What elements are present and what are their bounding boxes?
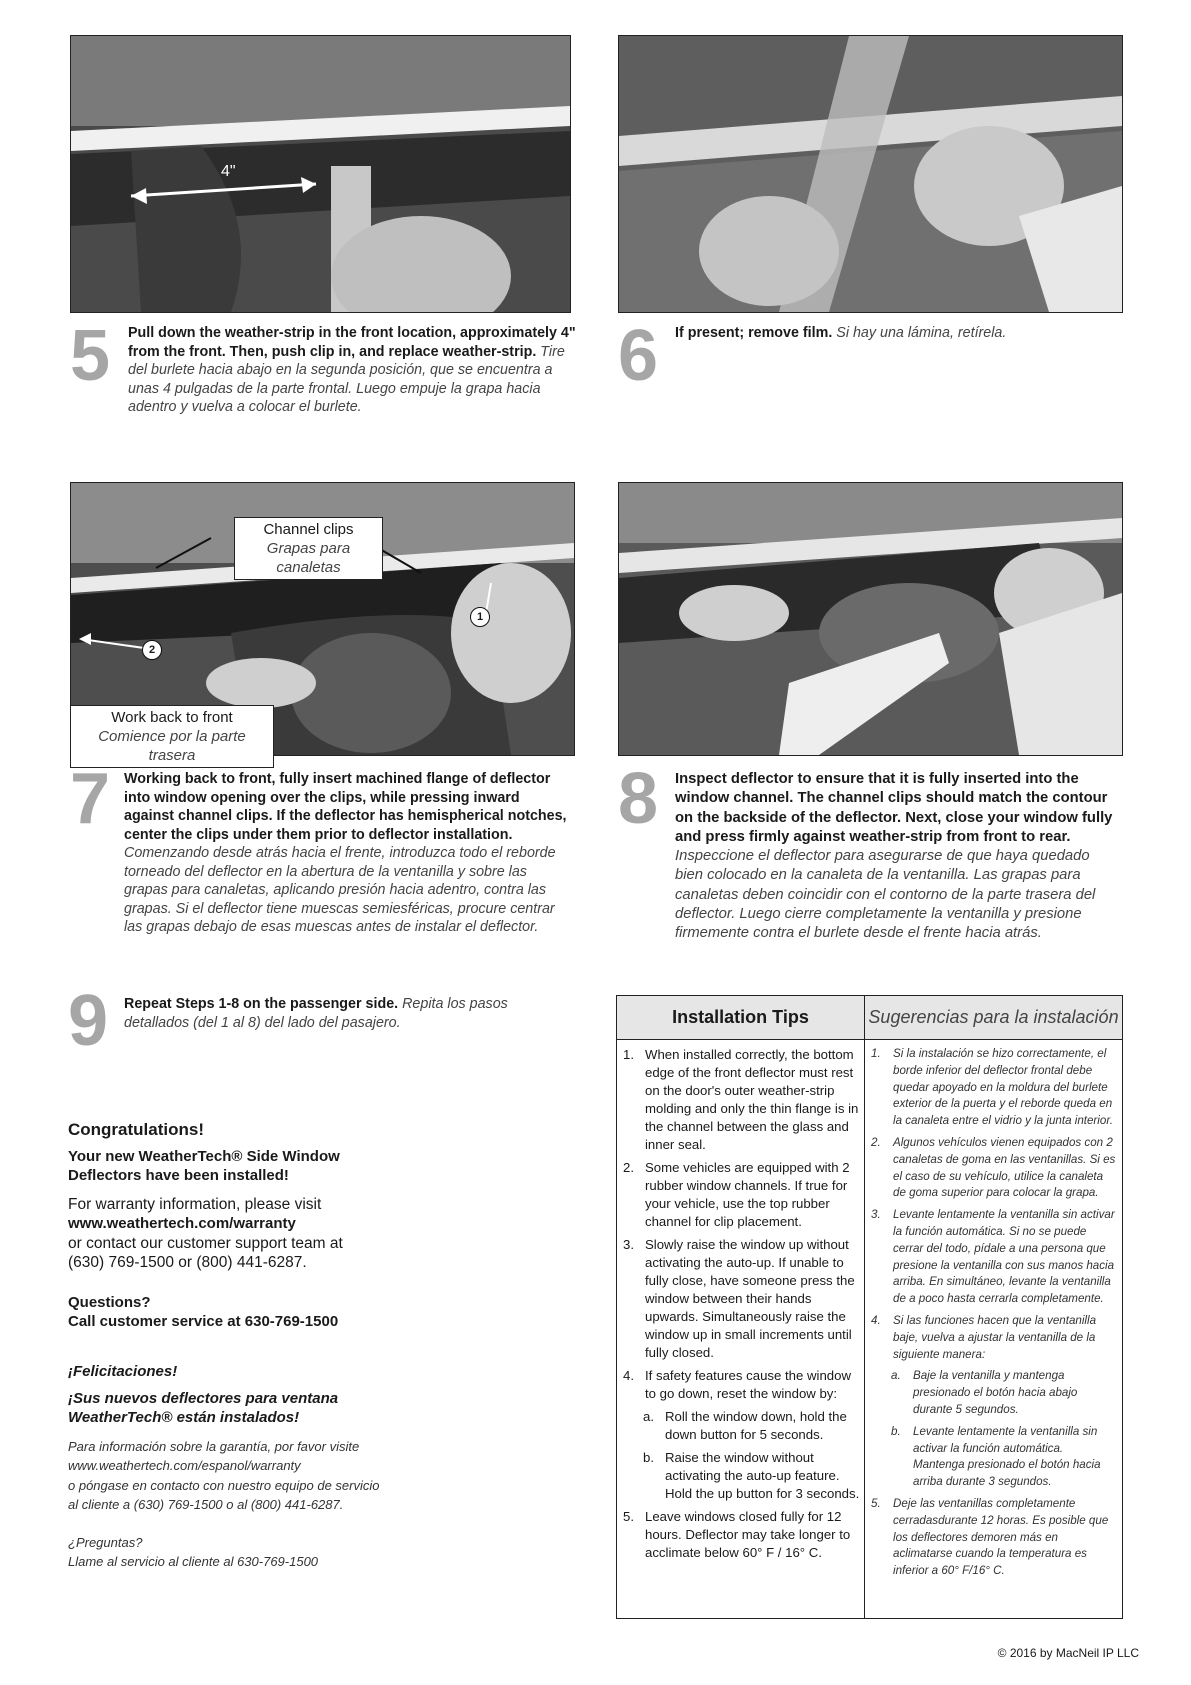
tips-header-es: Sugerencias para la instalación [865, 996, 1122, 1040]
warranty-es-2[interactable]: www.weathertech.com/espanol/warranty [68, 1458, 301, 1473]
tip-en-5 [623, 1508, 861, 1562]
tip-es-2-text: Algunos vehículos vienen equipados con 2 canaletas de goma en las ventanillas. Si es el caso de su vehículo, utilice la canaleta de goma superior para colocar la grapa. [893, 1135, 1116, 1200]
callout-1: 1 [470, 607, 490, 627]
congrats-line2-es: WeatherTech® están instalados! [68, 1409, 300, 1426]
questions-line: Call customer service at 630-769-1500 [68, 1313, 339, 1330]
tip-es-4a [871, 1368, 1116, 1418]
tip-en-2 [623, 1159, 861, 1231]
step6-text [675, 324, 1115, 343]
channel-clips-label [234, 517, 383, 580]
warranty-line1: For warranty information, please visit [68, 1195, 322, 1213]
tip-en-1-text: When installed correctly, the bottom edge of the front deflector must rest on the door's outer weather-strip molding and only the thin flange is in the channel between the glass and inner seal. [645, 1047, 859, 1152]
congrats-block [68, 1120, 488, 1332]
tip-en-2-num: 2. [623, 1160, 634, 1175]
tip-es-4-num: 4. [871, 1313, 881, 1327]
measure-label: 4" [221, 163, 236, 180]
congrats-title-es: ¡Felicitaciones! [68, 1363, 178, 1380]
questions-line-es: Llame al servicio al cliente al 630-769-1500 [68, 1554, 319, 1569]
tip-es-1-num: 1. [871, 1047, 881, 1060]
congrats-line2: Deflectors have been installed! [68, 1167, 289, 1184]
work-back-label-es: Comience por la parte trasera [98, 728, 246, 764]
step9-instruction-es: Repita los pasos detallados (del 1 al 8) del lado del pasajero. [124, 996, 508, 1031]
tip-es-1 [871, 1046, 1116, 1130]
warranty-line2: or contact our customer support team at [68, 1234, 343, 1252]
step7-instruction-es: Comenzando desde atrás hacia el frente, introduzca todo el reborde torneado del deflector en la abertura de la ventanilla y sobre las grapas para canaletas, aplicando presión hacia adentro, contra las grapas. Si el deflector tiene muescas semiesféricas, procure centrar las grapas debajo de esas muescas antes de instalar el deflector. [124, 845, 556, 935]
step7-number: 7 [70, 759, 111, 839]
channel-clips-label-en: Channel clips [263, 521, 354, 538]
tip-es-5-num: 5. [871, 1496, 881, 1510]
tip-en-4a [623, 1408, 861, 1444]
tip-en-5-text: Leave windows closed fully for 12 hours. Deflector may take longer to acclimate below 60° F / 16° C. [645, 1509, 851, 1560]
step5-photo [70, 35, 571, 313]
tip-es-4-text: Si las funciones hacen que la ventanilla baje, vuelva a ajustar la ventanilla de la siguiente manera: [893, 1313, 1097, 1361]
congrats-line1: Your new WeatherTech® Side Window [68, 1147, 340, 1165]
congrats-title: Congratulations! [68, 1120, 204, 1139]
step5-number: 5 [70, 316, 111, 396]
tip-en-2-text: Some vehicles are equipped with 2 rubber window channels. If true for your vehicle, use the top rubber channel for clip placement. [645, 1160, 850, 1229]
warranty-phones: (630) 769-1500 or (800) 441-6287. [68, 1254, 307, 1271]
tip-en-3-num: 3. [623, 1237, 634, 1252]
callout-2: 2 [142, 640, 162, 660]
questions-title-es: ¿Preguntas? [68, 1534, 143, 1550]
step6-number: 6 [618, 316, 659, 396]
congrats-line1-es: ¡Sus nuevos deflectores para ventana [68, 1389, 339, 1407]
step6-instruction: If present; remove film. [675, 325, 833, 341]
tip-es-1-text: Si la instalación se hizo correctamente, el borde inferior del deflector frontal debe quedar apoyado en la moldura del burlete exterior de la puerta y el reborde queda en la canaleta entre el vidrio y la junta interior. [893, 1047, 1113, 1128]
tip-en-3 [623, 1236, 861, 1362]
tip-en-1 [623, 1046, 861, 1154]
tip-es-2 [871, 1135, 1116, 1202]
tip-en-4-text: If safety features cause the window to go down, reset the window by: [645, 1368, 851, 1401]
step5-instruction-es: Tire del burlete hacia abajo en la segunda posición, que se encuentra a unas 4 pulgadas de la parte frontal. Luego empuje la grapa hacia adentro y vuelva a colocar el burlete. [128, 343, 565, 415]
warranty-url[interactable]: www.weathertech.com/warranty [68, 1215, 296, 1232]
step8-number: 8 [618, 759, 659, 839]
work-back-label-en: Work back to front [111, 709, 233, 726]
tip-es-5-text: Deje las ventanillas completamente cerradasdurante 12 horas. Es posible que los deflectores demoren más en aclimatarse cuando la temperatura es inferior a 60° F/16° C. [893, 1496, 1109, 1578]
step9-instruction: Repeat Steps 1-8 on the passenger side. [124, 996, 399, 1012]
tip-en-4b [623, 1449, 861, 1503]
tip-es-4b [871, 1424, 1116, 1491]
installation-tips-table [616, 995, 1123, 1619]
congrats-block-es [68, 1362, 488, 1572]
tip-es-4a-num: a. [891, 1369, 901, 1383]
tips-header-en: Installation Tips [617, 996, 865, 1040]
tip-es-3-text: Levante lentamente la ventanilla sin activar la función automática. Si no se puede cerrar del todo, pídale a una persona que presione la ventanilla con sus manos hacia arriba. En simultáneo, levante la ventanilla de a poco hasta cerrarla completamente. [893, 1208, 1115, 1306]
tip-es-3-num: 3. [871, 1208, 881, 1222]
tip-en-4a-num: a. [643, 1409, 654, 1424]
step8-instruction-es: Inspeccione el deflector para asegurarse de que haya quedado bien colocado en la canaleta de la ventanilla. Las grapas para canaletas deben coincidir con el contorno de la parte trasera del deflector. Luego cierre completamente la ventanilla y presione firmemente contra el burlete desde el frente hacia atrás. [675, 848, 1096, 942]
tip-en-3-text: Slowly raise the window up without activating the auto-up. If unable to fully close, have someone press the window between their hands upwards. Simultaneously raise the window up in small increments until fully closed. [645, 1237, 855, 1360]
tip-en-4a-text: Roll the window down, hold the down button for 5 seconds. [665, 1409, 847, 1442]
step8-instruction: Inspect deflector to ensure that it is fully inserted into the window channel. The channel clips should match the contour on the backside of the deflector. Next, close your window fully and press firmly against weather-strip from front to rear. [675, 771, 1113, 845]
warranty-es-4: al cliente a (630) 769-1500 o al (800) 441-6287. [68, 1497, 344, 1512]
step8-photo [618, 482, 1123, 756]
tip-es-5 [871, 1496, 1116, 1580]
tip-en-4b-text: Raise the window without activating the auto-up feature. Hold the up button for 3 seconds. [665, 1450, 860, 1501]
tip-es-3 [871, 1207, 1116, 1308]
step6-instruction-es: Si hay una lámina, retírela. [836, 325, 1007, 341]
tip-es-4b-text: Levante lentamente la ventanilla sin activar la función automática. Mantenga presionado el botón hacia arriba durante 3 segundos. [913, 1424, 1101, 1489]
tip-en-4-num: 4. [623, 1368, 634, 1383]
copyright: © 2016 by MacNeil IP LLC [997, 1646, 1139, 1660]
step9-number: 9 [68, 981, 109, 1061]
step7-text [124, 770, 570, 937]
questions-title: Questions? [68, 1293, 151, 1311]
tip-es-4b-num: b. [891, 1424, 901, 1438]
step9-text [124, 995, 514, 1032]
tips-list-en [623, 1046, 861, 1567]
step6-photo [618, 35, 1123, 313]
step7-instruction: Working back to front, fully insert machined flange of deflector into window opening over the clips, while pressing inward against channel clips. If the deflector has hemispherical notches, center the clips under them prior to deflector installation. [124, 771, 567, 843]
channel-clips-label-es: Grapas para canaletas [266, 540, 351, 576]
tips-list-es [871, 1046, 1116, 1585]
step5-instruction: Pull down the weather-strip in the front location, approximately 4" from the front. Then, push clip in, and replace weather-strip. [128, 325, 576, 360]
tip-en-4b-num: b. [643, 1450, 654, 1465]
step5-text [128, 324, 578, 417]
step8-text [675, 770, 1115, 944]
tip-es-4 [871, 1313, 1116, 1363]
warranty-es-3: o póngase en contacto con nuestro equipo de servicio [68, 1477, 380, 1493]
tip-en-1-num: 1. [623, 1047, 634, 1062]
tip-es-2-num: 2. [871, 1135, 881, 1149]
tip-en-5-num: 5. [623, 1509, 634, 1524]
tips-column-divider [864, 1039, 865, 1618]
warranty-es-1: Para información sobre la garantía, por favor visite [68, 1438, 360, 1454]
tip-en-4 [623, 1367, 861, 1403]
tip-es-4a-text: Baje la ventanilla y mantenga presionado el botón hacia abajo durante 5 segundos. [913, 1369, 1078, 1416]
